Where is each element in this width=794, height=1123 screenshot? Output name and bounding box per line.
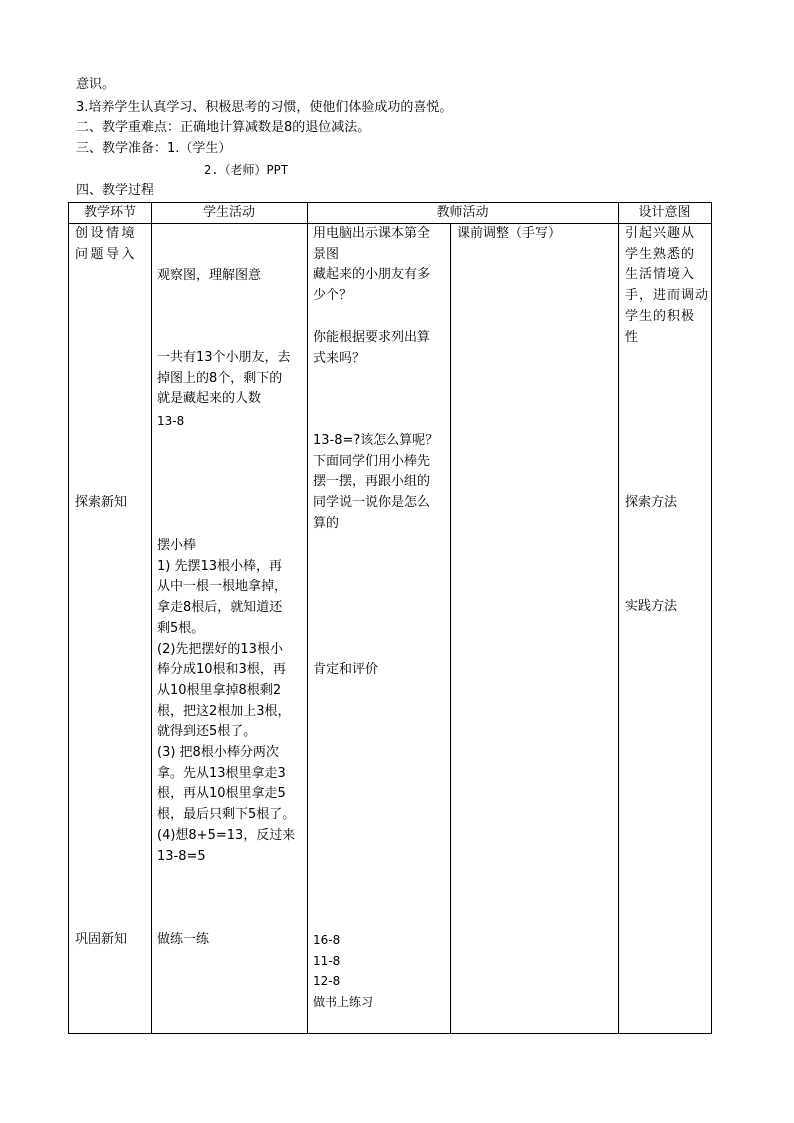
col-divider-4 — [618, 203, 619, 1033]
intro-line-3: 二、教学重难点：正确地计算减数是8的退位减法。 — [76, 120, 371, 135]
teacher-exercises: 16-8 11-8 12-8 做书上练习 — [313, 933, 374, 1010]
student-observe: 观察图，理解图意 — [157, 268, 262, 283]
header-intent: 设计意图 — [638, 205, 691, 220]
teacher-how-to-calc: 13-8=?该怎么算呢？ 下面同学们用小棒先 摆一摆，再跟小组的 同学说一说你是怎么 算的 — [313, 433, 439, 531]
col-divider-1 — [151, 203, 152, 1033]
header-teacher: 教师活动 — [436, 205, 489, 220]
header-stage: 教学环节 — [83, 205, 136, 220]
stage-explore: 探索新知 — [75, 495, 128, 510]
col-divider-2 — [307, 203, 308, 1033]
student-sticks-methods: 摆小棒 1) 先摆13根小棒，再 从中一根一根地拿掉， 拿走8根后，就知道还 剩5根。 (2)先把摆好的13根小 棒分成10根和3根，再 从10根里拿掉8根剩2 根，把这2根加上3根， 就得到还5根了。 (3) 把8根小棒分两次 拿。先从13根里拿走3 根，再从10根里拿走5 根，最后只剩下5根了。 (4)想8+5=13，反过来 13-8=5 — [157, 538, 296, 864]
intent-explore-method: 探索方法 — [625, 495, 678, 510]
student-expression: 13-8 — [157, 414, 185, 428]
intro-line-1: 意识。 — [76, 77, 116, 92]
col-divider-3 — [450, 223, 451, 1033]
intent-interest: 引起兴趣从 学生熟悉的 生活情境入 手，进而调动 学生的积极 性 — [625, 226, 710, 345]
intro-line-4: 三、教学准备：1.（学生） — [76, 141, 232, 156]
student-explain: 一共有13个小朋友，去 掉图上的8个，剩下的 就是藏起来的人数 — [157, 350, 291, 407]
intro-line-5: 2.（老师）PPT — [204, 163, 289, 177]
stage-create-situation: 创设情境 问题导入 — [75, 226, 138, 262]
student-practice: 做练一练 — [157, 932, 210, 947]
stage-consolidate: 巩固新知 — [75, 932, 128, 947]
header-student: 学生活动 — [202, 205, 255, 220]
teacher-ask-formula: 你能根据要求列出算 式来吗？ — [313, 330, 431, 366]
intent-practice-method: 实践方法 — [625, 599, 678, 614]
teacher-affirm: 肯定和评价 — [313, 662, 379, 677]
teacher-note-handwritten: 课前调整（手写） — [457, 226, 562, 241]
intro-line-2: 3.培养学生认真学习、积极思考的习惯，使他们体验成功的喜悦。 — [76, 100, 453, 115]
teacher-show-picture: 用电脑出示课本第全 景图 藏起来的小朋友有多 少个？ — [313, 226, 431, 304]
intro-line-6: 四、教学过程 — [76, 183, 155, 198]
